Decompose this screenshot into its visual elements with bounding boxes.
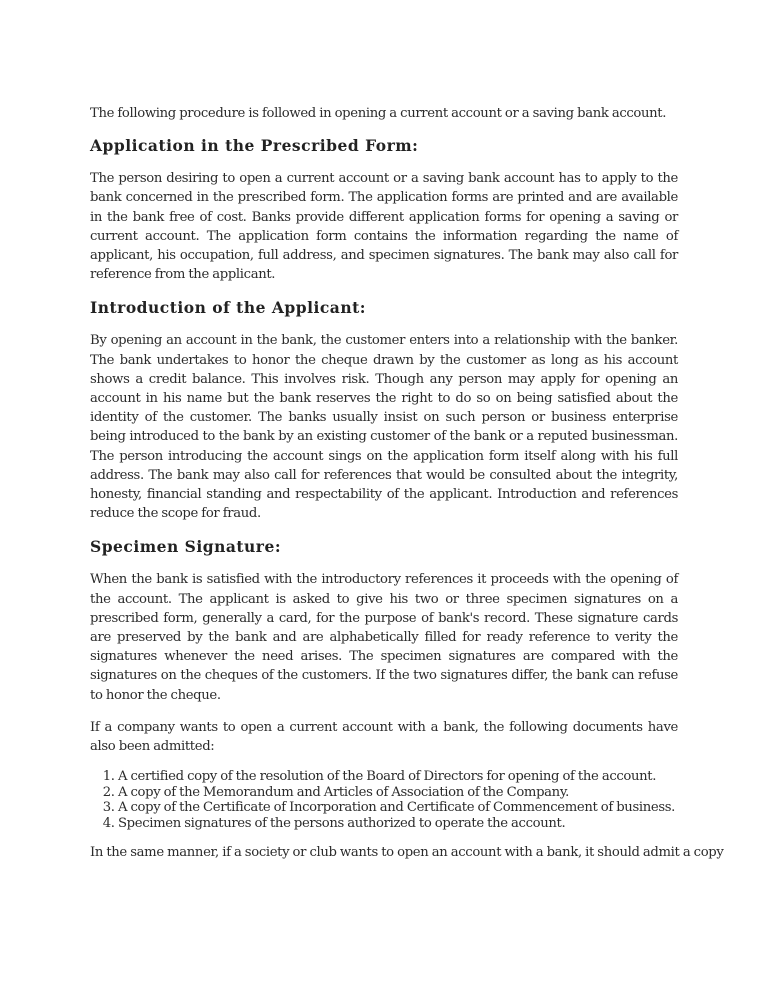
final-paragraph: In the same manner, if a society or club wants to open an account with a bank, it should admit a copy <box>90 845 724 861</box>
section-heading-text: Application in the Prescribed Form <box>90 136 413 156</box>
company-paragraph: If a company wants to open a current account with a bank, the following documents have also been admitted: <box>90 719 678 755</box>
heading-colon: : <box>412 136 419 156</box>
section-heading-text: Specimen Signature <box>90 537 275 557</box>
section-heading-text: Introduction of the Applicant <box>90 298 360 318</box>
section-body-specimen: When the bank is satisfied with the introductory references it proceeds with the opening of the account. The applicant is asked to give his two or three specimen signatures on a prescribed form, generally a card, for the purpose of bank's record. These signature cards are preserved by the bank and are alphabetically filled for ready reference to verity the signatures whenever the need arises. The specimen signatures are compared with the signatures on the cheques of the customers. If the two signatures differ, the bank can refuse to honor the cheque. <box>90 572 678 703</box>
section-heading-introduction <box>90 297 678 319</box>
document-page <box>90 104 724 862</box>
documents-list <box>90 769 678 831</box>
list-item: 1. A certified copy of the resolution of the Board of Directors for opening of the account. <box>118 769 678 785</box>
list-item: 4. Specimen signatures of the persons authorized to operate the account. <box>118 816 678 832</box>
heading-colon: : <box>359 298 366 318</box>
heading-colon: : <box>274 537 282 557</box>
list-item: 3. A copy of the Certificate of Incorporation and Certificate of Commencement of business. <box>118 800 678 816</box>
intro-paragraph: The following procedure is followed in opening a current account or a saving bank account. <box>90 106 667 121</box>
section-body-application: The person desiring to open a current account or a saving bank account has to apply to the bank concerned in the prescribed form. The application forms are printed and are available in the bank free of cost. Banks provide different application forms for opening a saving or current account. The application form contains the information regarding the name of applicant, his occupation, full address, and specimen signatures. The bank may also call for reference from the applicant. <box>90 171 678 283</box>
list-item: 2. A copy of the Memorandum and Articles of Association of the Company. <box>118 785 678 801</box>
section-body-introduction: By opening an account in the bank, the customer enters into a relationship with the banker. The bank undertakes to honor the cheque drawn by the customer as long as his account shows a credit balance. This involves risk. Though any person may apply for opening an account in his name but the bank reserves the right to do so on being satisfied about the identity of the customer. The banks usually insist on such person or business enterprise being introduced to the bank by an existing customer of the bank or a reputed businessman. The person introducing the account sings on the application form itself along with his full address. The bank may also call for references that would be consulted about the integrity, honesty, financial standing and respectability of the applicant. Introduction and references reduce the scope for fraud. <box>90 333 678 522</box>
section-heading-specimen <box>90 536 678 558</box>
section-heading-application <box>90 135 678 157</box>
